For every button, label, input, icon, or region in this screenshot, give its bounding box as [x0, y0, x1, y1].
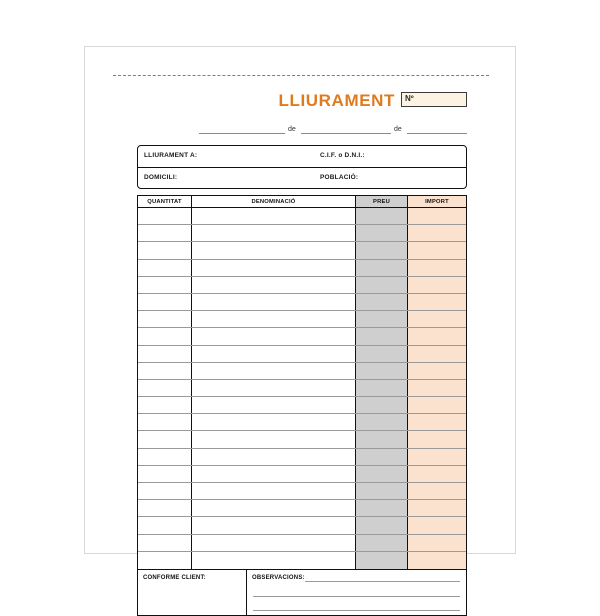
cell-description[interactable] [192, 500, 356, 516]
cell-amount[interactable] [408, 397, 466, 413]
cell-description[interactable] [192, 363, 356, 379]
cell-amount[interactable] [408, 552, 466, 569]
deliver-to-label: LLIURAMENT A: [144, 152, 198, 159]
cell-description[interactable] [192, 535, 356, 551]
cell-quantity[interactable] [138, 277, 192, 293]
table-row[interactable] [138, 397, 466, 414]
cell-description[interactable] [192, 225, 356, 241]
date-de-second: de [394, 126, 402, 133]
cell-quantity[interactable] [138, 328, 192, 344]
cell-price[interactable] [356, 311, 408, 327]
client-signature-cell[interactable] [138, 570, 247, 615]
cell-description[interactable] [192, 277, 356, 293]
table-row[interactable] [138, 225, 466, 242]
cell-quantity[interactable] [138, 535, 192, 551]
table-row[interactable] [138, 260, 466, 277]
cell-description[interactable] [192, 466, 356, 482]
table-row[interactable] [138, 380, 466, 397]
items-table-body [138, 208, 466, 569]
cell-description[interactable] [192, 242, 356, 258]
cell-quantity[interactable] [138, 260, 192, 276]
cell-description[interactable] [192, 397, 356, 413]
cell-amount[interactable] [408, 328, 466, 344]
cell-price[interactable] [356, 242, 408, 258]
date-line [137, 123, 467, 139]
table-row[interactable] [138, 328, 466, 345]
table-row[interactable] [138, 208, 466, 225]
cell-description[interactable] [192, 414, 356, 430]
cell-quantity[interactable] [138, 449, 192, 465]
cell-quantity[interactable] [138, 363, 192, 379]
table-row[interactable] [138, 466, 466, 483]
cell-quantity[interactable] [138, 552, 192, 569]
cell-description[interactable] [192, 380, 356, 396]
cell-price[interactable] [356, 328, 408, 344]
date-day-input[interactable] [199, 133, 285, 134]
cell-description[interactable] [192, 328, 356, 344]
cell-description[interactable] [192, 346, 356, 362]
cell-amount[interactable] [408, 535, 466, 551]
cell-price[interactable] [356, 208, 408, 224]
observations-rule-2 [253, 596, 460, 597]
cell-amount[interactable] [408, 380, 466, 396]
observations-rule-1 [305, 581, 460, 582]
items-table-header [138, 196, 466, 208]
table-row[interactable] [138, 535, 466, 552]
table-row[interactable] [138, 277, 466, 294]
table-row[interactable] [138, 363, 466, 380]
observations-label: OBSERVACIONS: [252, 574, 305, 581]
cell-amount[interactable] [408, 208, 466, 224]
form-content [137, 91, 467, 616]
cell-price[interactable] [356, 277, 408, 293]
table-row[interactable] [138, 311, 466, 328]
table-row[interactable] [138, 346, 466, 363]
cell-price[interactable] [356, 466, 408, 482]
cell-description[interactable] [192, 294, 356, 310]
document-number-label: Nº [405, 94, 414, 103]
table-row[interactable] [138, 242, 466, 259]
cell-price[interactable] [356, 431, 408, 447]
address-label: DOMICILI: [144, 174, 178, 181]
page-title: LLIURAMENT [278, 91, 395, 110]
table-footer [138, 569, 466, 615]
document-number-field[interactable] [401, 92, 467, 107]
cell-description[interactable] [192, 552, 356, 569]
cell-quantity[interactable] [138, 483, 192, 499]
table-row[interactable] [138, 552, 466, 569]
cell-quantity[interactable] [138, 294, 192, 310]
customer-box [137, 145, 467, 189]
tax-id-label: C.I.F. o D.N.I.: [320, 152, 365, 159]
observations-rule-3 [253, 610, 460, 611]
cell-amount[interactable] [408, 449, 466, 465]
cell-amount[interactable] [408, 242, 466, 258]
client-signature-label: CONFORME CLIENT: [143, 574, 206, 581]
cell-quantity[interactable] [138, 380, 192, 396]
column-header-description: DENOMINACIÓ [192, 196, 356, 207]
items-table [137, 195, 467, 616]
column-header-amount: IMPORT [408, 196, 466, 207]
cell-quantity[interactable] [138, 346, 192, 362]
cell-description[interactable] [192, 311, 356, 327]
cell-amount[interactable] [408, 363, 466, 379]
cell-quantity[interactable] [138, 414, 192, 430]
cell-price[interactable] [356, 414, 408, 430]
cell-quantity[interactable] [138, 500, 192, 516]
column-header-quantity: QUANTITAT [138, 196, 192, 207]
cell-description[interactable] [192, 260, 356, 276]
cell-amount[interactable] [408, 483, 466, 499]
cell-price[interactable] [356, 552, 408, 569]
cell-price[interactable] [356, 225, 408, 241]
table-row[interactable] [138, 500, 466, 517]
cell-description[interactable] [192, 517, 356, 533]
date-de-first: de [288, 126, 296, 133]
cell-price[interactable] [356, 346, 408, 362]
cell-price[interactable] [356, 500, 408, 516]
column-header-price: PREU [356, 196, 408, 207]
cell-quantity[interactable] [138, 242, 192, 258]
table-row[interactable] [138, 483, 466, 500]
cell-amount[interactable] [408, 346, 466, 362]
cell-description[interactable] [192, 208, 356, 224]
table-row[interactable] [138, 414, 466, 431]
date-month-input[interactable] [301, 133, 391, 134]
perforation-line [113, 75, 489, 76]
cell-quantity[interactable] [138, 431, 192, 447]
customer-box-divider [138, 167, 466, 168]
title-row [137, 91, 467, 117]
cell-description[interactable] [192, 483, 356, 499]
date-year-input[interactable] [407, 133, 467, 134]
table-row[interactable] [138, 449, 466, 466]
cell-quantity[interactable] [138, 208, 192, 224]
cell-amount[interactable] [408, 294, 466, 310]
cell-price[interactable] [356, 260, 408, 276]
cell-quantity[interactable] [138, 517, 192, 533]
city-label: POBLACIÓ: [320, 174, 359, 181]
cell-amount[interactable] [408, 414, 466, 430]
cell-price[interactable] [356, 363, 408, 379]
table-row[interactable] [138, 294, 466, 311]
cell-amount[interactable] [408, 311, 466, 327]
cell-amount[interactable] [408, 517, 466, 533]
cell-description[interactable] [192, 431, 356, 447]
cell-price[interactable] [356, 380, 408, 396]
cell-amount[interactable] [408, 500, 466, 516]
cell-amount[interactable] [408, 466, 466, 482]
cell-quantity[interactable] [138, 397, 192, 413]
cell-price[interactable] [356, 483, 408, 499]
cell-price[interactable] [356, 517, 408, 533]
cell-amount[interactable] [408, 431, 466, 447]
delivery-note-sheet [84, 46, 516, 581]
cell-quantity[interactable] [138, 466, 192, 482]
observations-cell[interactable] [247, 570, 466, 615]
cell-price[interactable] [356, 397, 408, 413]
cell-price[interactable] [356, 535, 408, 551]
table-row[interactable] [138, 517, 466, 534]
cell-description[interactable] [192, 449, 356, 465]
cell-price[interactable] [356, 449, 408, 465]
cell-amount[interactable] [408, 225, 466, 241]
table-row[interactable] [138, 431, 466, 448]
cell-quantity[interactable] [138, 311, 192, 327]
cell-amount[interactable] [408, 277, 466, 293]
cell-quantity[interactable] [138, 225, 192, 241]
cell-price[interactable] [356, 294, 408, 310]
cell-amount[interactable] [408, 260, 466, 276]
